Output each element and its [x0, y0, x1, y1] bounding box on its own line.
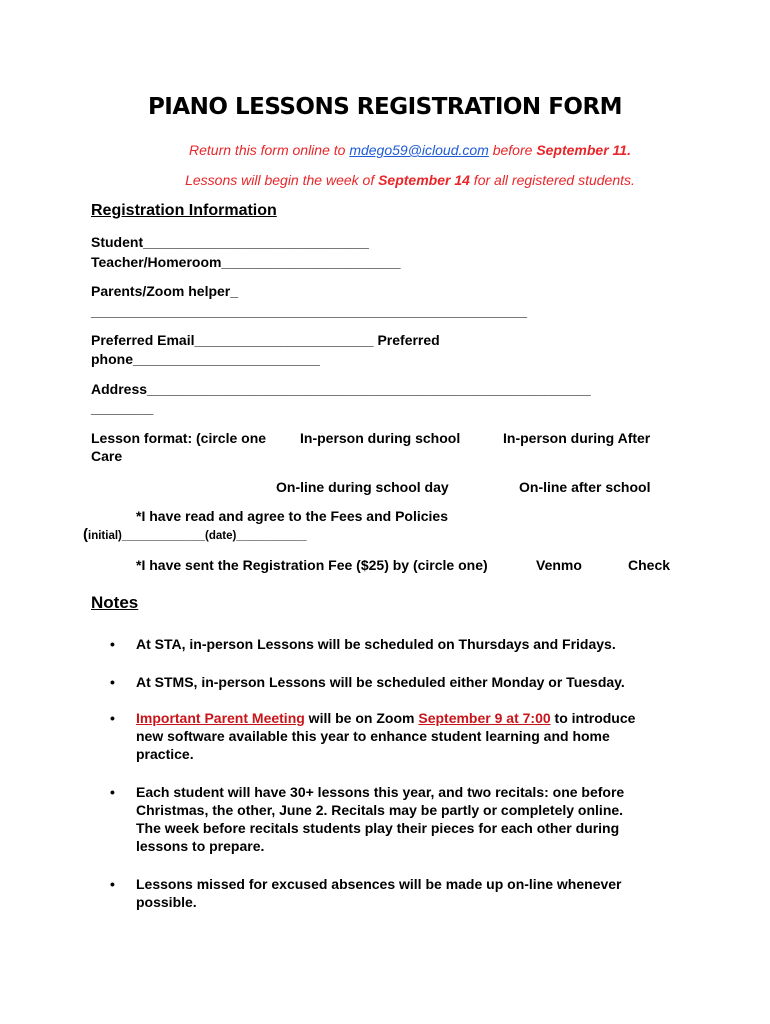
email-field[interactable]: Preferred Email_______________________ Preferred: [91, 332, 440, 348]
note-text: Christmas, the other, June 2. Recitals may be partly or completely online.: [136, 802, 624, 818]
note-text: will be on Zoom: [304, 710, 419, 726]
notes-heading: Notes: [91, 593, 139, 612]
note-text: new software available this year to enhance student learning and home: [136, 728, 610, 744]
bullet-icon: •: [110, 636, 115, 652]
initial-paren: (: [83, 526, 88, 543]
note-text: possible.: [136, 894, 197, 910]
note-text: At STA, in-person Lessons will be scheduled on Thursdays and Fridays.: [136, 636, 616, 652]
parents-field-line[interactable]: ________________________________________________________: [91, 303, 528, 319]
note-text: Lessons missed for excused absences will be made up on-line whenever: [136, 876, 622, 892]
fee-statement: *I have sent the Registration Fee ($25) by (circle one): [136, 557, 488, 573]
note-text: lessons to prepare.: [136, 838, 265, 854]
return-instructions: [0, 142, 770, 158]
option-in-person-school[interactable]: In-person during school: [300, 430, 461, 446]
teacher-field[interactable]: Teacher/Homeroom_______________________: [91, 254, 401, 270]
bullet-icon: •: [110, 674, 115, 690]
meeting-highlight: Important Parent Meeting: [136, 710, 305, 726]
note-item: [88, 709, 688, 763]
option-in-person-after[interactable]: In-person during After: [503, 430, 651, 446]
note-text: Each student will have 30+ lessons this year, and two recitals: one before: [136, 784, 625, 800]
return-text: Return this form online to: [189, 142, 350, 158]
before-text: before: [488, 142, 537, 158]
bullet-icon: •: [110, 876, 115, 892]
note-text: The week before recitals students play their pieces for each other during: [136, 820, 620, 836]
bullet-icon: •: [110, 784, 115, 800]
agree-statement: *I have read and agree to the Fees and Policies: [136, 508, 449, 524]
option-online-after[interactable]: On-line after school: [519, 479, 651, 495]
address-field-cont[interactable]: ________: [91, 400, 154, 416]
address-field[interactable]: Address_________________________________________________________: [91, 381, 591, 397]
note-item: [88, 875, 688, 911]
initial-date-line[interactable]: [83, 526, 307, 544]
note-text: practice.: [136, 746, 194, 762]
notes-list: [88, 630, 688, 911]
start-date: September 14: [378, 172, 470, 188]
email-link[interactable]: mdego59@icloud.com: [349, 142, 489, 158]
phone-field[interactable]: phone________________________: [91, 351, 320, 367]
start-text-end: for all registered students.: [469, 172, 635, 188]
bullet-icon: •: [110, 710, 115, 726]
parents-field[interactable]: Parents/Zoom helper_: [91, 283, 239, 299]
deadline-date: September 11.: [536, 142, 631, 158]
student-field[interactable]: Student_____________________________: [91, 234, 369, 250]
meeting-date-highlight: September 9 at 7:00: [418, 710, 551, 726]
initial-date-field: initial)_____________(date)___________: [88, 530, 307, 542]
start-text: Lessons will begin the week of: [185, 172, 379, 188]
option-check[interactable]: Check: [628, 557, 671, 573]
note-item: [88, 673, 688, 691]
note-item: [88, 635, 688, 653]
page-title: PIANO LESSONS REGISTRATION FORM: [147, 94, 623, 120]
start-info: [0, 172, 770, 188]
option-venmo[interactable]: Venmo: [536, 557, 582, 573]
lesson-format-label: Lesson format: (circle one: [91, 430, 267, 446]
note-item: [88, 783, 688, 855]
note-text: At STMS, in-person Lessons will be scheduled either Monday or Tuesday.: [136, 674, 625, 690]
lesson-format-label-cont: Care: [91, 448, 123, 464]
registration-heading: Registration Information: [91, 202, 277, 219]
note-text: to introduce: [550, 710, 636, 726]
option-online-school[interactable]: On-line during school day: [276, 479, 449, 495]
